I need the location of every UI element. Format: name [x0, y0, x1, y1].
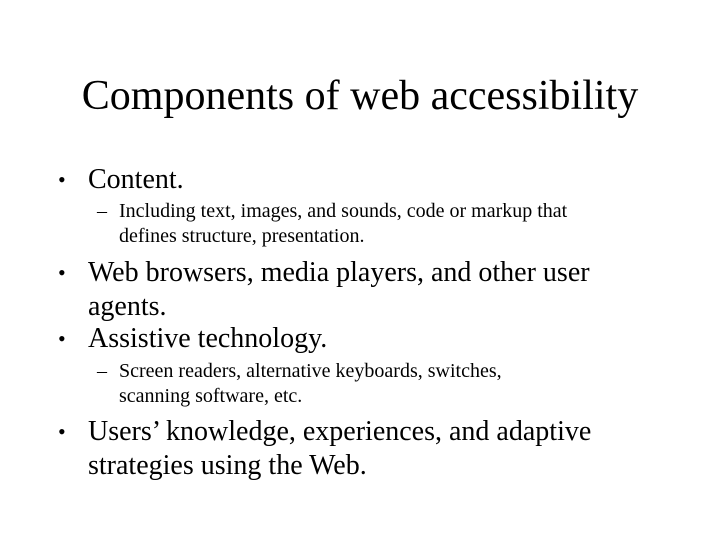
bullet-text-line: Users’ knowledge, experiences, and adaptive: [88, 416, 592, 447]
sub-bullet-text-line: defines structure, presentation.: [119, 225, 365, 247]
dash-icon: –: [97, 200, 107, 222]
bullet-text-line: Assistive technology.: [88, 323, 328, 354]
sub-bullet-text-line: Including text, images, and sounds, code or markup that: [119, 200, 568, 222]
slide-title: Components of web accessibility: [81, 73, 639, 119]
bullet-text-line: Content.: [88, 164, 184, 195]
dash-icon: –: [97, 360, 107, 382]
bullet-icon: •: [58, 167, 66, 192]
sub-bullet-text-line: Screen readers, alternative keyboards, switches,: [119, 360, 502, 382]
bullet-icon: •: [58, 419, 66, 444]
bullet-text-line: Web browsers, media players, and other user: [88, 257, 590, 288]
bullet-text-line: agents.: [88, 291, 167, 322]
sub-bullet-text-line: scanning software, etc.: [119, 385, 303, 407]
bullet-text-line: strategies using the Web.: [88, 450, 367, 481]
bullet-icon: •: [58, 326, 66, 351]
bullet-icon: •: [58, 260, 66, 285]
